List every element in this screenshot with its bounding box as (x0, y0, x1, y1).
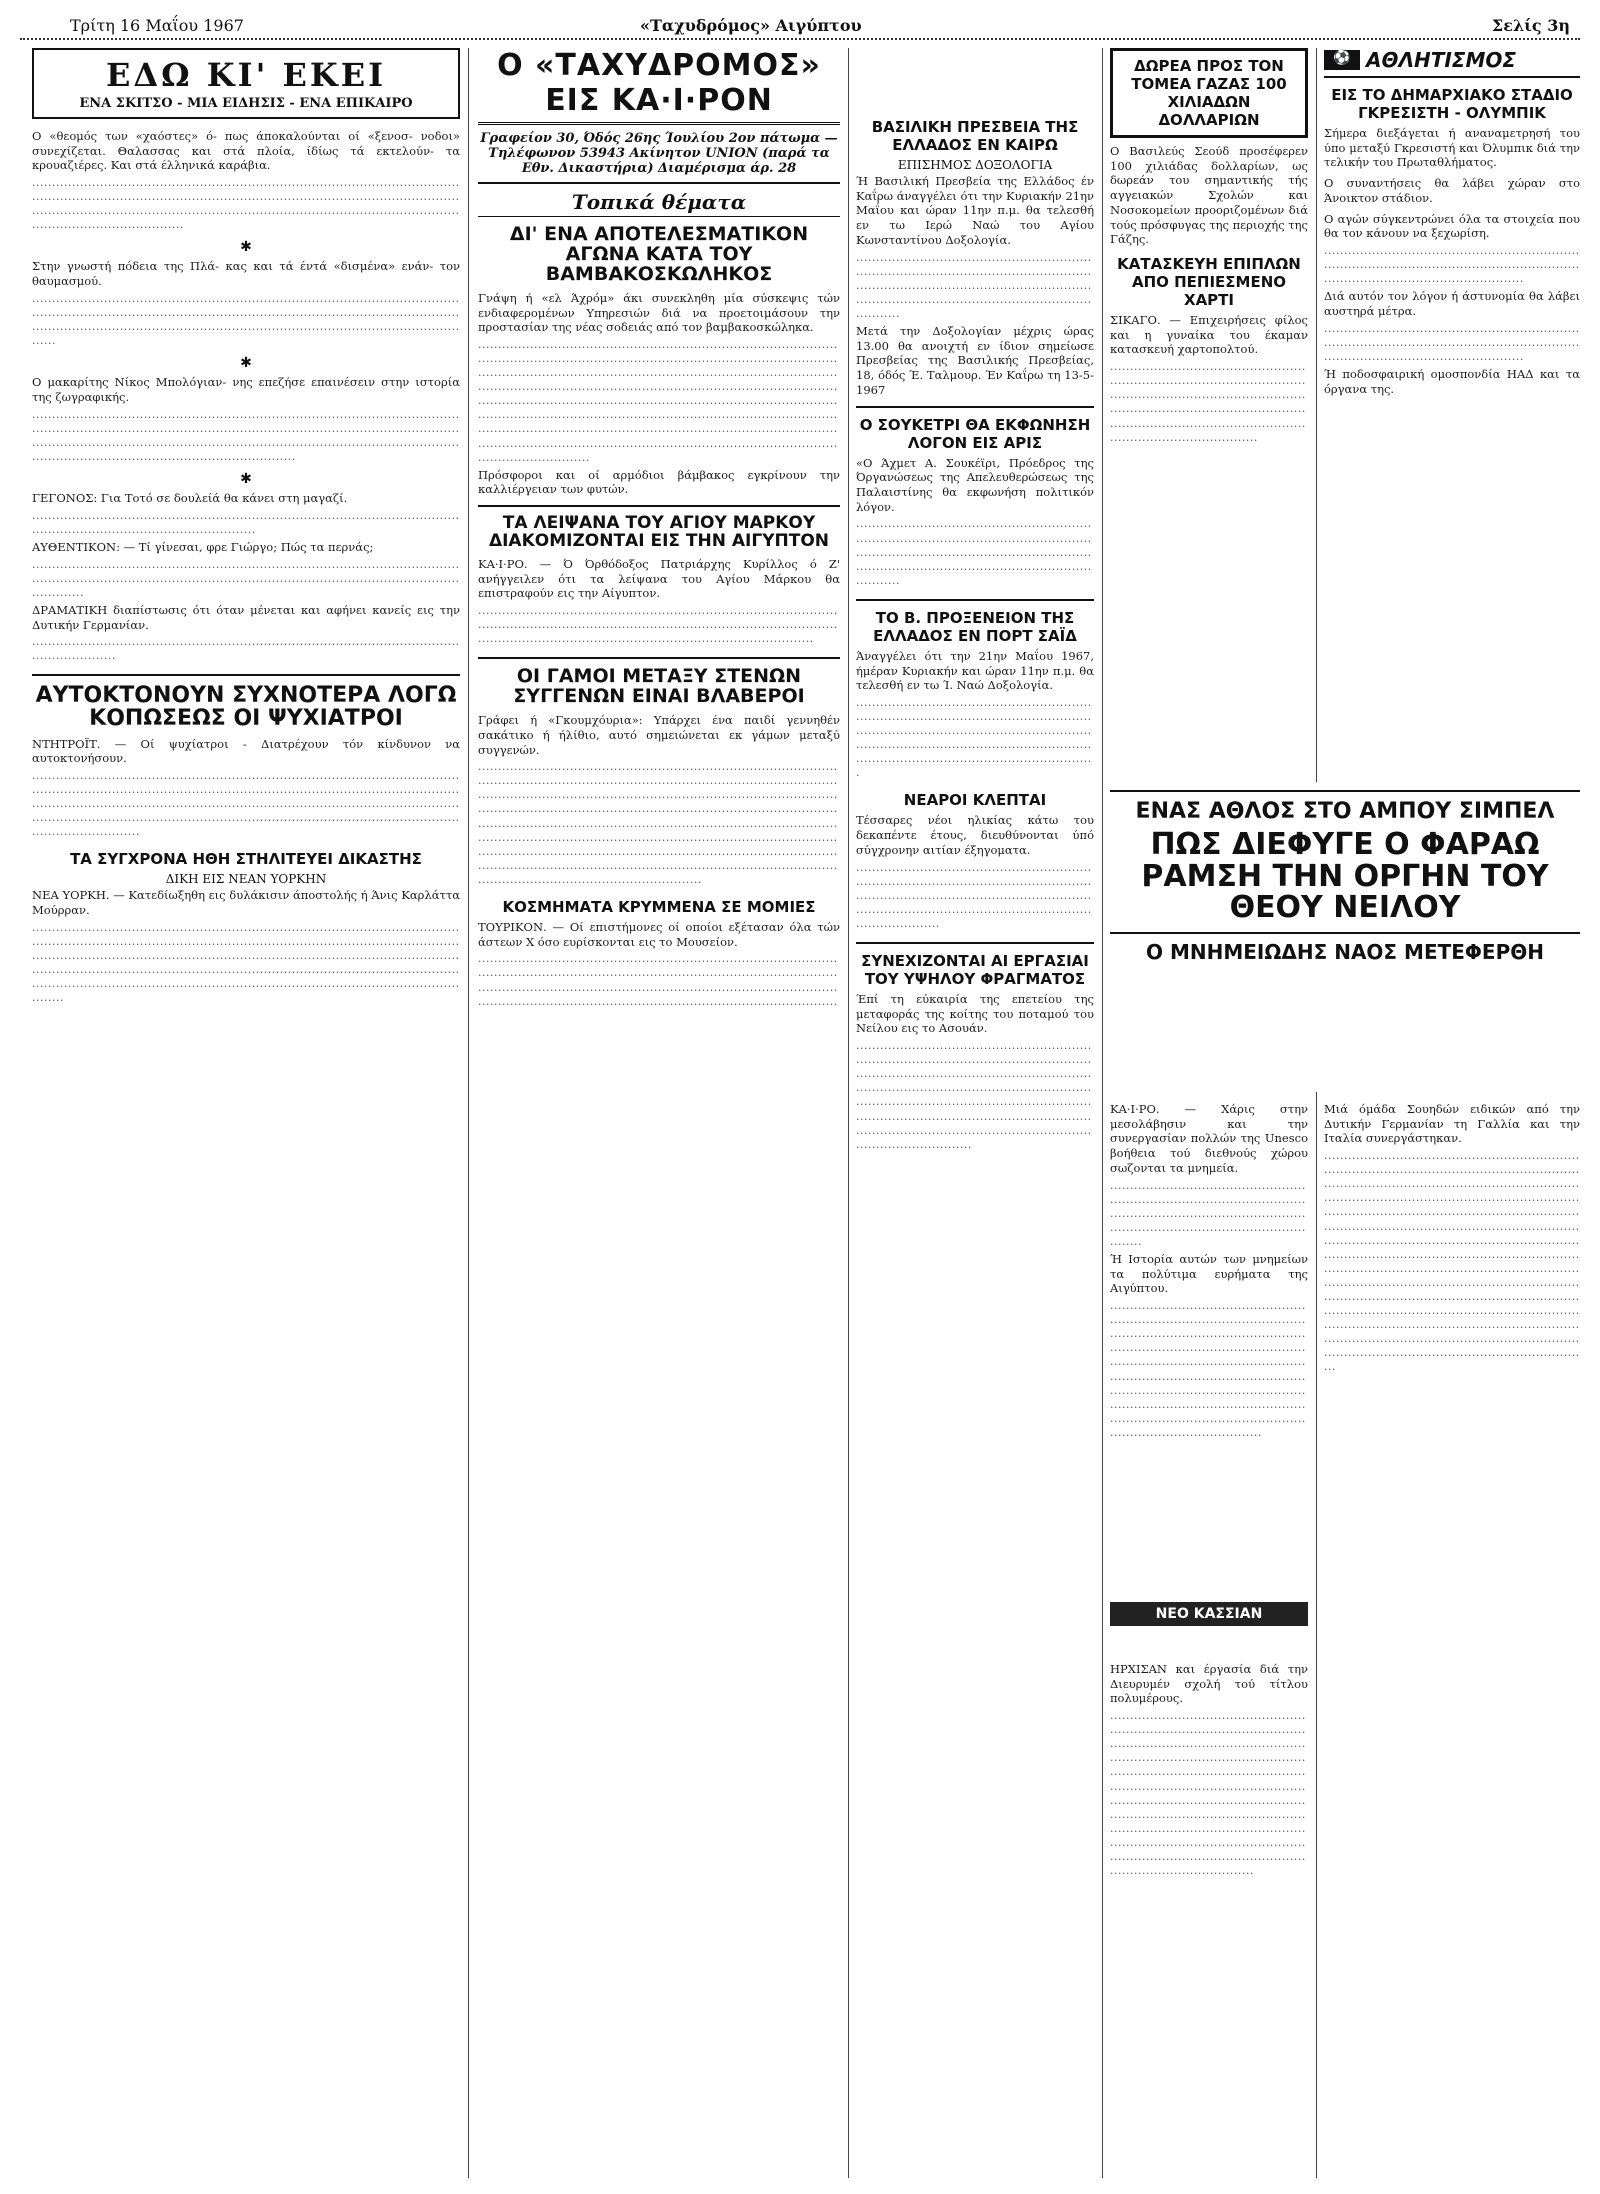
article-text-filler: ······························································································································································································································································································································································································································································································· (1110, 1302, 1306, 1442)
divider (856, 599, 1094, 601)
headline-high-dam: ΣΥΝΕΧΙΖΟΝΤΑΙ ΑΙ ΕΡΓΑΣΙΑΙ ΤΟΥ ΥΨΗΛΟΥ ΦΡΑΓΜΑΤΟΣ (861, 952, 1089, 989)
football-icon: ⚽ (1324, 50, 1360, 70)
article-text-filler: ·························································································································································································································································································· (1110, 363, 1306, 447)
article-text: «Ο Άχμετ Α. Σουκέϊρι, Πρόεδρος της Όργανώσεως της Απελευθερώσεως της Παλαιστίνης θα εκφωνήση πολιτικόν λόγον. (856, 455, 1094, 514)
article-text-filler: ········································································································································································································································································································ (856, 699, 1092, 783)
article-text-filler: ·························································································································································································································································································································································································································································· (856, 1042, 1092, 1154)
article-text: ΚΑ·Ι·ΡΟ. — Ό Όρθόδοξος Πατριάρχης Κυρίλλος ό Ζ' ανήγγειλεν ότι τα λείψανα του Αγίου Μάρκου θα επιστραφούν εις την Αίγυπτον. (478, 556, 840, 601)
article-text: Έπί τη εύκαιρία της επετείου της μεταφοράς της κοίτης του ποταμού του Νείλου εις το Ασουάν. (856, 992, 1094, 1036)
headline-young-thieves: ΝΕΑΡΟΙ ΚΛΕΠΤΑΙ (903, 791, 1047, 810)
gaza-donation-box (1110, 48, 1308, 138)
article-text: Ο συναντήσεις θα λάβει χώραν στο Άνοικτον στάδιον. (1324, 176, 1580, 205)
headline-ramses: ΠΩΣ ΔΙΕΦΥΓΕ Ο ΦΑΡΑΩ ΡΑΜΣΗ ΤΗΝ ΟΡΓΗΝ ΤΟΥ ΘΕΟΥ ΝΕΙΛΟΥ (1141, 827, 1549, 926)
article-text: Σήμερα διεξάγεται ή αναναμετρησή του ύπο μεταξύ Γκρεσιστή και Όλυμπικ διά την τελικήν του Πρωταθλήματος. (1324, 126, 1580, 170)
headline-temple-moved: Ο ΜΝΗΜΕΙΩΔΗΣ ΝΑΟΣ ΜΕΤΕΦΕΡΘΗ (1146, 939, 1544, 964)
paper-name: «Ταχυδρόμος» Αιγύπτου (640, 16, 862, 35)
headline-embassy: ΒΑΣΙΛΙΚΗ ΠΡΕΣΒΕΙΑ ΤΗΣ ΕΛΛΑΔΟΣ ΕΝ ΚΑΙΡΩ (871, 118, 1079, 154)
divider (856, 942, 1094, 944)
article-text: Ο μακαρίτης Νίκος Μπολόγιαν- νης επεζήσε επαινέσειν στην ιστορία της ζωγραφικής. (32, 375, 460, 404)
article-text: Γνάψη ή «ελ Άχρόμ» άκι συνεκληθη μία σύσκεψις τών ενδιαφερομένων Υπηρεσιών διά να προετοιμάσουν την προστασίαν της νέας σοδειάς από τον βαμβακοσκώληκα. (478, 290, 840, 335)
headline-psychiatrists: ΑΥΤΟΚΤΟΝΟΥΝ ΣΥΧΝΟΤΕΡΑ ΛΟΓΩ ΚΟΠΩΣΕΩΣ ΟΙ ΨΥΧΙΑΤΡΟΙ (35, 683, 457, 732)
divider (1110, 932, 1580, 934)
issue-date: Τρίτη 16 Μαΐου 1967 (70, 16, 244, 35)
article-text: Γράφει ή «Γκουμχόυρια»: Υπάρχει ένα παιδί γεννηθέν σακάτικο ή ήλίθιο, αυτό σημειώνεται εκ γάμων μεταξύ συγγενών. (478, 713, 840, 757)
divider (32, 674, 460, 676)
headline-stadium: ΕΙΣ ΤΟ ΔΗΜΑΡΧΙΑΚΟ ΣΤΑΔΙΟ ΓΚΡΕΣΙΣΤΗ - ΟΛΥΜΠΙΚ (1331, 86, 1573, 122)
article-text: Άναγγέλει ότι την 21ην Μαΐου 1967, ήμέραν Κυριακήν και ώραν 11ην π.μ. θα τελεσθή εν τω Ί. Ναώ Δοξολογία. (856, 648, 1094, 693)
article-text-filler: ······································································································································································································································································································································································· (32, 179, 460, 235)
article-text-filler: ········································································································································································································································································ (478, 606, 838, 649)
headline-st-mark-relics: ΤΑ ΛΕΙΨΑΝΑ ΤΟΥ ΑΓΙΟΥ ΜΑΡΚΟΥ ΔΙΑΚΟΜΙΖΟΝΤΑΙ ΕΙΣ ΤΗΝ ΑΙΓΥΠΤΟΝ (488, 513, 830, 551)
headline-judge: ΤΑ ΣΥΓΧΡΟΝΑ ΗΘΗ ΣΤΗΛΙΤΕΥΕΙ ΔΙΚΑΣΤΗΣ (70, 850, 422, 869)
column-rule (468, 48, 469, 2178)
column-4-bottom (1110, 1662, 1308, 2177)
sports-header (1324, 48, 1580, 78)
article-text-filler: ·················································································································································································· (1324, 324, 1580, 366)
article-text-filler: ································································································································································································································································· (856, 863, 1092, 933)
article-text: Μιά όμάδα Σουηδών ειδικών από την Δυτικήν Γερμανίαν τη Γαλλία και την Ιταλία συνεργάστηκαν. (1324, 1102, 1580, 1146)
article-text: ΝΤΗΤΡΟΪΤ. — Οί ψυχίατροι - Διατρέχουν τόν κίνδυνον να αυτοκτονήσουν. (32, 736, 460, 766)
column-5 (1324, 48, 1580, 778)
article-text: ΗΡΧΙΣΑΝ και έργασία διά την Διευρυμέν σχολή τού τίτλου πολυμέρους. (1110, 1662, 1308, 1706)
column-rule (1102, 48, 1103, 2178)
page-masthead (20, 12, 1580, 40)
article-text-filler: ··································································································································································································································································································································································································· (32, 410, 460, 466)
headline-paper-furniture: ΚΑΤΑΣΚΕΥΗ ΕΠΙΠΛΩΝ ΑΠΟ ΠΕΠΙΕΣΜΕΝΟ ΧΑΡΤΙ (1117, 255, 1301, 310)
article-text: ΝΕΑ ΥΟΡΚΗ. — Κατεδίωξηθη εις δυλάκισιν άποστολής ή Άνις Καρλάττα Μούρραν. (32, 888, 460, 918)
edo-kiekei-subtitle: ΕΝΑ ΣΚΙΤΣΟ - ΜΙΑ ΕΙΔΗΣΙΣ - ΕΝΑ ΕΠΙΚΑΙΡΟ (79, 96, 413, 111)
article-text-filler: ············································································································································································································································································································································································································································································································································································································································································································································································ (478, 340, 838, 467)
article-text: ΔΡΑΜΑΤΙΚΗ διαπίστωσις ότι όταν μένεται και αφήνει κανείς εις την Δυτικήν Γερμανίαν. (32, 602, 460, 632)
separator-asterisk: ✱ (240, 355, 252, 372)
article-text: ΑΥΘΕΝΤΙΚΟΝ: — Τί γίνεσαι, φρε Γιώργο; Πώς τα περνάς; (32, 539, 374, 554)
article-text-filler: ··································································································································································································································································································································································································································································································································································································································································································································································································································································································································································································· (1324, 1152, 1580, 1377)
article-text-filler: ··································································································································································· (32, 511, 460, 539)
separator-asterisk: ✱ (240, 239, 252, 256)
column-5-bottom (1324, 1102, 1580, 2177)
separator-asterisk: ✱ (240, 470, 252, 487)
article-text-filler: ································································································································ (32, 638, 460, 666)
column-1 (32, 48, 460, 2178)
headline-gaza-donation: ΔΩΡΕΑ ΠΡΟΣ ΤΟΝ ΤΟΜΕΑ ΓΑΖΑΣ 100 ΧΙΛΙΑΔΩΝ ΔΟΛΛΑΡΙΩΝ (1131, 57, 1287, 129)
article-text: ΓΕΓΟΝΟΣ: Για Τοτό σε δουλείά θα κάνει στη μαγαζί. (32, 490, 348, 505)
article-text-filler: ······················································································································································································································································· (856, 520, 1092, 590)
article-text: Ο «θεομός των «χαόστες» ό- πως άποκαλούνται οί «ξενοσ- νοδοι» συνεχίζεται. Θαλασσας και στά πλοία, ίδίως τά εκτελούν- τα κρουαζιέρες. Και στά έλληνικά καράβια. (32, 129, 460, 173)
abu-simbel-block (1110, 782, 1580, 1092)
column-3 (856, 48, 1094, 2178)
column-2 (478, 48, 840, 2178)
article-text-filler: ········································································································································································································································································································································································ (478, 955, 838, 1011)
headline-jewels-mummies: ΚΟΣΜΗΜΑΤΑ ΚΡΥΜΜΕΝΑ ΣΕ ΜΟΜΙΕΣ (502, 897, 816, 916)
article-text-filler: ······························································································································································································································································································································································································································································································································································· (32, 923, 460, 1008)
article-text-filler: ······················································································································································································································································· (856, 253, 1092, 323)
article-text-filler: ······································································································································································································································································································································································································································································· (32, 772, 460, 842)
article-text-filler: ··································································································································································································································· (32, 560, 460, 602)
article-text: Τέσσαρες νέοι ηλικίας κάτω του δεκαπέντε έτους, διευθύνονται ύπό σύγχρονην αιτίαν έξηγοματα. (856, 813, 1094, 857)
new-section-banner: ΝΕΟ ΚΑΣΣΙΑΝ (1110, 1602, 1308, 1626)
new-banner (1110, 1602, 1308, 1652)
divider (478, 505, 840, 507)
article-text: Ή ποδοσφαιρική ομοσπονδία ΗΑΔ και τα όργανα της. (1324, 366, 1580, 396)
article-text: Ή Ιστορία αυτών των μνημείων τα πολύτιμα ευρήματα της Αιγύπτου. (1110, 1251, 1308, 1296)
article-text: ΚΑ·Ι·ΡΟ. — Χάρις στην μεσολάβησιν και την συνεργασίαν πολλών της Unesco βοήθεια τού διεθνούς χώρου σωζονται τα μνημεία. (1110, 1102, 1308, 1175)
article-text: ΤΟΥΡΙΚΟΝ. — Οί επιστήμονες οί οποίοι εξέτασαν όλα τών άστεων Χ όσο ευρίσκονται εις το Μουσείον. (478, 919, 840, 949)
divider (856, 406, 1094, 408)
article-text-filler: ······································································································································································································································································································································· (32, 294, 460, 351)
subheadline-doxology: ΕΠΙΣΗΜΟΣ ΔΟΞΟΛΟΓΙΑ (897, 158, 1053, 172)
headline-consulate-port-said: ΤΟ Β. ΠΡΟΞΕΝΕΙΟΝ ΤΗΣ ΕΛΛΑΔΟΣ ΕΝ ΠΟΡΤ ΣΑΪΔ (873, 608, 1077, 645)
article-text-filler: ·················································································································································································· (1324, 247, 1580, 289)
article-text-filler: ············································································································································································································ (1110, 1181, 1306, 1251)
article-text: Ή Βασιλική Πρεσβεία της Ελλάδος έν Καΐρω άναγγέλει ότι την Κυριακήν 21ην Μαΐου και ώραν 11ην π.μ. θα τελεσθή εν τω Ιερώ Ναώ του Αγίου Κωνσταντίνου Δοξολογία. (856, 174, 1094, 247)
article-text: Πρόσφοροι και οί αρμόδιοι βάμβακος εγκρίνουν την καλλιέργειαν των φυτών. (478, 467, 840, 497)
article-text-filler: ········································································································································································································································································································································································································································································································································································································································································································································································································ (478, 763, 838, 889)
article-text: Μετά την Δοξολογίαν μέχρις ώρας 13.00 θα ανοιχτή εν ίδιον σημείωσε Πρεσβείας της Βασιλικής Πρεσβείας, 18, όδός Έ. Ταλμουρ. Έν Καΐρω τη 13-5-1967 (856, 323, 1094, 397)
divider (1110, 790, 1580, 792)
section-local-topics: Τοπικά θέματα (478, 190, 840, 217)
sports-section-title: ΑΘΛΗΤΙΣΜΟΣ (1366, 48, 1517, 72)
headline-abu-simbel: ΕΝΑΣ ΑΘΛΟΣ ΣΤΟ ΑΜΠΟΥ ΣΙΜΠΕΛ (1135, 799, 1555, 824)
page-number: Σελίς 3η (1491, 16, 1570, 35)
edo-kiekei-box (32, 48, 460, 119)
headline-shukeiri: Ο ΣΟΥΚΕΤΡΙ ΘΑ ΕΚΦΩΝΗΣΗ ΛΟΓΟΝ ΕΙΣ ΑΡΙΣ (859, 415, 1091, 452)
column-rule (1316, 48, 1317, 2178)
article-text: Στην γνωστή πόδεια της Πλά- κας και τά έντά «δισμένα» ενάν- τον θαυμασμού. (32, 259, 460, 289)
newspaper-page (20, 12, 1580, 2182)
divider (478, 657, 840, 659)
column-rule (848, 48, 849, 2178)
article-text: ΣΙΚΑΓΟ. — Επιχειρήσεις φίλος και η γυναίκα του έκαμαν κατασκευή χαρτοπολτού. (1110, 313, 1308, 357)
article-text: Ο Βασιλεύς Σεούδ προσέφερεν 100 χιλιάδας δολλαρίων, ως δωρεάν του σημαντικής τής αγγειακών Σχολών και Νοσοκομείων προοριζομένων διά τούς πρόσφυγας της περιοχής της Γάζης. (1110, 144, 1308, 247)
article-text: Ο αγών σύγκεντρώνει όλα τα στοιχεία που θα τον κάνουν να ξεχωρίση. (1324, 211, 1580, 241)
abu-simbel-text-1 (1110, 1102, 1308, 1582)
headline-marriages: ΟΙ ΓΑΜΟΙ ΜΕΤΑΞΥ ΣΤΕΝΩΝ ΣΥΓΓΕΝΩΝ ΕΙΝΑΙ ΒΛΑΒΕΡΟΙ (513, 665, 805, 708)
article-text-filler: ······························································································································································································································································································································································································································································································································································································· (1110, 1712, 1306, 1881)
office-address: Γραφείον 30, Όδός 26ης Ίουλίου 2ον πάτωμα — Τηλέφωνον 53943 Ακίνητον UNION (παρά τα Εθν. Δικαστήρια) Διαμέρισμα άρ. 28 (478, 131, 840, 184)
cairo-edition-masthead: Ο «ΤΑΧΥΔΡΟΜΟΣ» ΕΙΣ ΚΑ·Ι·ΡΟΝ (478, 48, 840, 125)
headline-cotton-worm: ΔΙ' ΕΝΑ ΑΠΟΤΕΛΕΣΜΑΤΙΚΟΝ ΑΓΩΝΑ ΚΑΤΑ ΤΟΥ ΒΑΜΒΑΚΟΣΚΩΛΗΚΟΣ (509, 223, 809, 285)
article-text: Διά αυτόν τον λόγον ή άστυνομία θα λάβει αυστηρά μέτρα. (1324, 289, 1580, 318)
subheadline-trial: ΔΙΚΗ ΕΙΣ ΝΕΑΝ ΥΟΡΚΗΝ (165, 872, 327, 887)
edo-kiekei-title: ΕΔΩ ΚΙ' ΕΚΕΙ (105, 56, 387, 94)
